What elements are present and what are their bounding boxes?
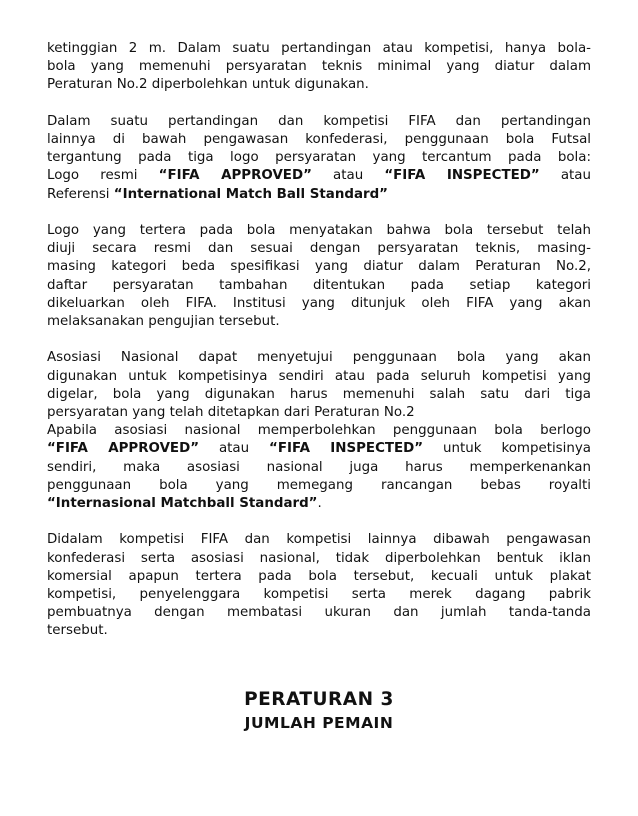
text-line: Referensi “International Match Ball Standard” [47,186,388,202]
text-line: pembuatnya dengan membatasi ukuran dan jumlah tanda-tanda [47,605,591,621]
text-line: “Internasional Matchball Standard”. [47,496,322,512]
text-line: “FIFA APPROVED” atau “FIFA INSPECTED” untuk kompetisinya [47,441,591,457]
text-line: Asosiasi Nasional dapat menyetujui penggunaan bola yang akan [47,350,591,366]
fifa-inspected-label: “FIFA INSPECTED” [384,168,540,184]
text-line: daftar persyaratan tambahan ditentukan pada setiap kategori [47,277,591,293]
text-line: digunakan untuk kompetisinya sendiri atau pada seluruh kompetisi yang [47,368,591,384]
imbs-label: “International Match Ball Standard” [113,186,388,202]
text-line: diuji secara resmi dan sesuai dengan persyaratan teknis, masing- [47,241,591,257]
text-line: ketinggian 2 m. Dalam suatu pertandingan atau kompetisi, hanya bola- [47,41,591,56]
text-line: melaksanakan pengujian tersebut. [47,314,280,330]
text-line: penggunaan bola yang memegang rancangan bebas royalti [47,477,591,493]
text-line: Didalam kompetisi FIFA dan kompetisi lainnya dibawah pengawasan [47,532,591,548]
imbs-label: “Internasional Matchball Standard” [47,496,318,512]
text-line: Logo yang tertera pada bola menyatakan bahwa bola tersebut telah [47,223,591,238]
text-line: kompetisi, penyelenggara kompetisi serta merek dagang pabrik [47,587,591,603]
text-line: persyaratan yang telah ditetapkan dari Peraturan No.2 [47,405,415,421]
text-line: Apabila asosiasi nasional memperbolehkan penggunaan bola berlogo [47,423,591,439]
text-line: konfederasi serta asosiasi nasional, tidak diperbolehkan bentuk iklan [47,550,591,566]
section-subtitle: JUMLAH PEMAIN [244,714,394,732]
text-line: komersial apapun tertera pada bola tersebut, kecuali untuk plakat [47,568,591,584]
text-line: dikeluarkan oleh FIFA. Institusi yang ditunjuk oleh FIFA yang akan [47,295,591,311]
fifa-approved-label: “FIFA APPROVED” [47,441,199,457]
text-line: lainnya di bawah pengawasan konfederasi, penggunaan bola Futsal [47,132,591,147]
text-line: tersebut. [47,623,108,639]
paragraph-ball-requirements [47,40,591,95]
document-body [47,40,591,641]
paragraph-logo-meaning [47,222,591,331]
text-line: Dalam suatu pertandingan dan kompetisi FIFA dan pertandingan [47,113,591,129]
paragraph-fifa-competition [47,113,591,204]
section-heading [0,688,638,734]
text-line: Logo resmi “FIFA APPROVED” atau “FIFA INSPECTED” atau [47,168,591,184]
text-line: bola yang memenuhi persyaratan teknis minimal yang diatur dalam [47,59,591,75]
text-line: tergantung pada tiga logo persyaratan yang tercantum pada bola: [47,150,591,166]
section-title: PERATURAN 3 [244,689,394,710]
paragraph-advertising [47,531,591,640]
text-line: digelar, bola yang digunakan harus memenuhi salah satu dari tiga [47,386,591,402]
text-line: sendiri, maka asosiasi nasional juga harus memperkenankan [47,459,591,475]
fifa-inspected-label: “FIFA INSPECTED” [269,441,424,457]
paragraph-national-association [47,349,591,513]
text-line: masing kategori beda spesifikasi yang diatur dalam Peraturan No.2, [47,259,591,275]
text-line: Peraturan No.2 diperbolehkan untuk digunakan. [47,77,369,93]
fifa-approved-label: “FIFA APPROVED” [158,168,312,184]
